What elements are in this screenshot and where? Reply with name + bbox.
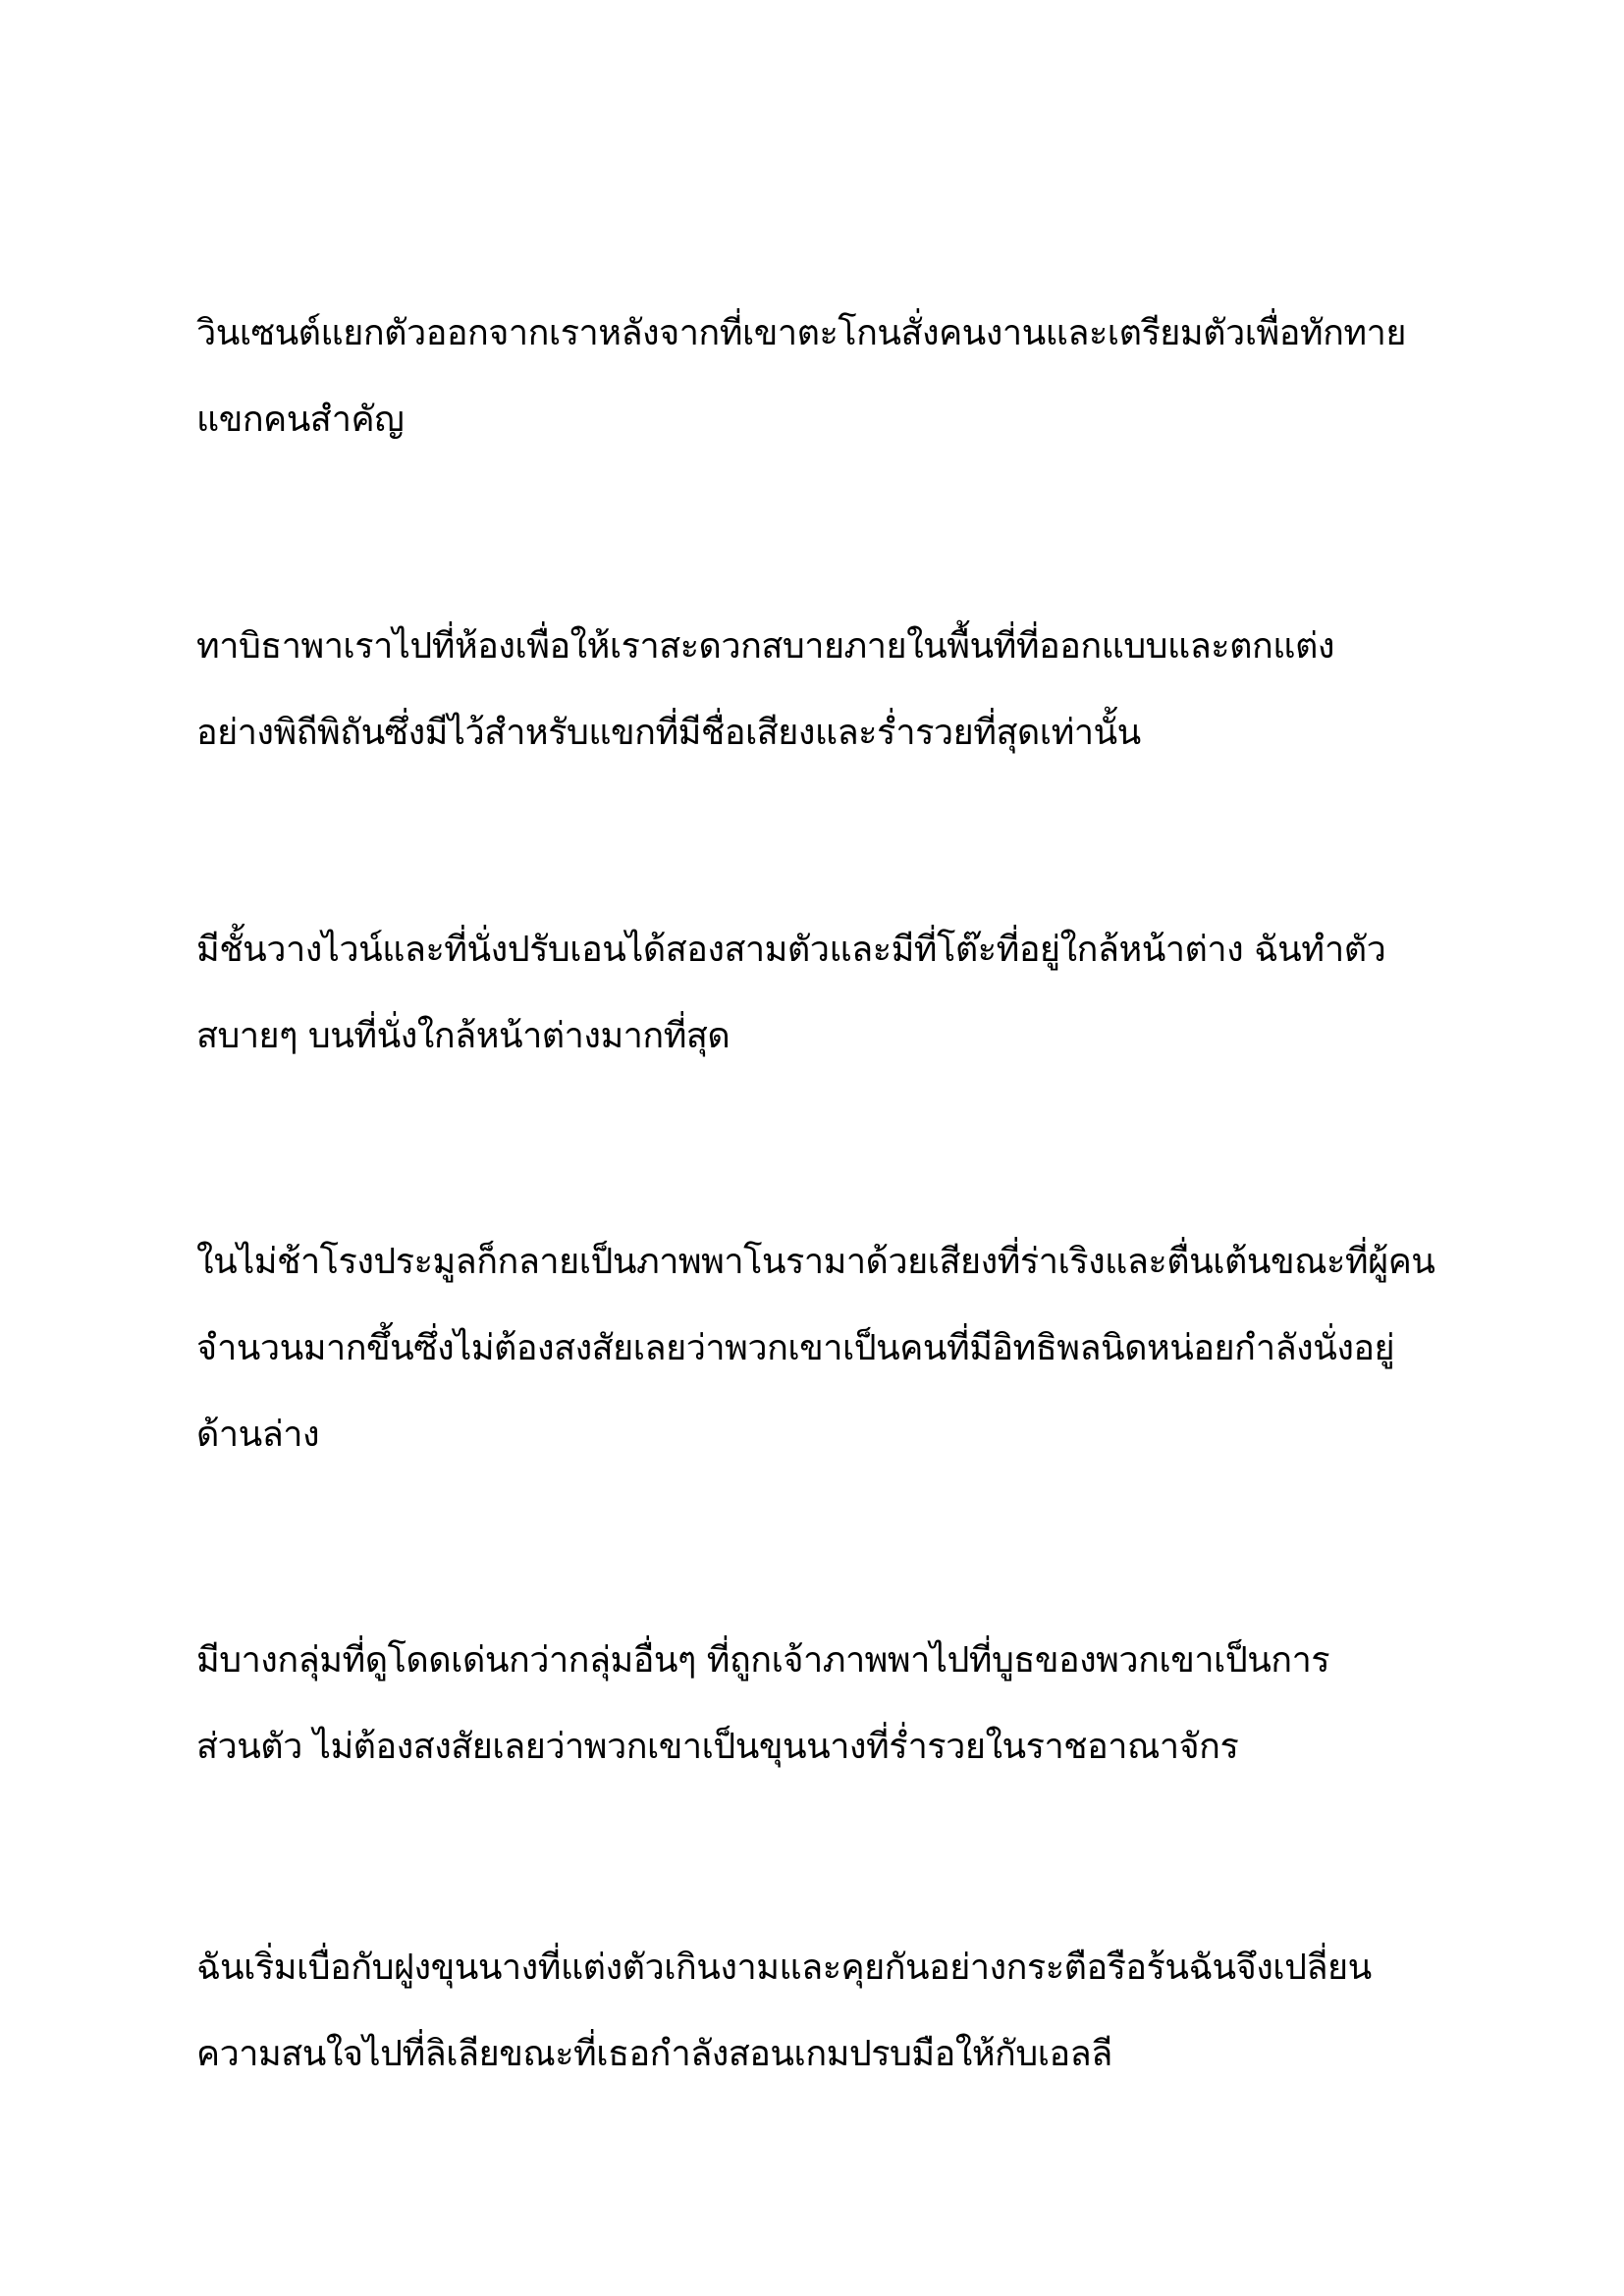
paragraph-5 (196, 1639, 1473, 1769)
paragraph-line: ทาบิธาพาเราไปที่ห้องเพื่อให้เราสะดวกสบายภายในพื้นที่ที่ออกแบบและตกแต่ง (196, 626, 1334, 667)
paragraph-line: ฉันเริ่มเบื่อกับฝูงขุนนางที่แต่งตัวเกินงามและคุยกันอย่างกระตือรือร้นฉันจึงเปลี่ยน (196, 1948, 1372, 1988)
paragraph-line: แขกคนสำคัญ (196, 400, 405, 440)
paragraph-3 (196, 929, 1473, 1058)
paragraph-6 (196, 1947, 1473, 2076)
paragraph-line: ความสนใจไปที่ลิเลียขณะที่เธอกำลังสอนเกมปรบมือให้กับเอลลี (196, 2034, 1112, 2074)
paragraph-4 (196, 1241, 1473, 1457)
paragraph-2 (196, 625, 1473, 755)
paragraph-line: ในไม่ช้าโรงประมูลก็กลายเป็นภาพพาโนรามาด้วยเสียงที่ร่าเริงและตื่นเต้นขณะที่ผู้คน (196, 1242, 1435, 1282)
paragraph-line: มีชั้นวางไวน์และที่นั่งปรับเอนได้สองสามตัวและมีที่โต๊ะที่อยู่ใกล้หน้าต่าง ฉันทำตัว (196, 930, 1386, 970)
paragraph-line: วินเซนต์แยกตัวออกจากเราหลังจากที่เขาตะโกนสั่งคนงานและเตรียมตัวเพื่อทักทาย (196, 313, 1406, 353)
paragraph-line: สบายๆ บนที่นั่งใกล้หน้าต่างมากที่สุด (196, 1016, 731, 1056)
paragraph-line: จำนวนมากขึ้นซึ่งไม่ต้องสงสัยเลยว่าพวกเขาเป็นคนที่มีอิทธิพลนิดหน่อยกำลังนั่งอยู่ (196, 1328, 1395, 1368)
paragraph-line: ด้านล่าง (196, 1415, 320, 1455)
paragraph-line: ส่วนตัว ไม่ต้องสงสัยเลยว่าพวกเขาเป็นขุนนางที่ร่ำรวยในราชอาณาจักร (196, 1727, 1239, 1767)
paragraph-line: อย่างพิถีพิถันซึ่งมีไว้สำหรับแขกที่มีชื่อเสียงและร่ำรวยที่สุดเท่านั้น (196, 713, 1141, 753)
paragraph-1 (196, 312, 1473, 442)
paragraph-line: มีบางกลุ่มที่ดูโดดเด่นกว่ากลุ่มอื่นๆ ที่ถูกเจ้าภาพพาไปที่บูธของพวกเขาเป็นการ (196, 1640, 1330, 1681)
